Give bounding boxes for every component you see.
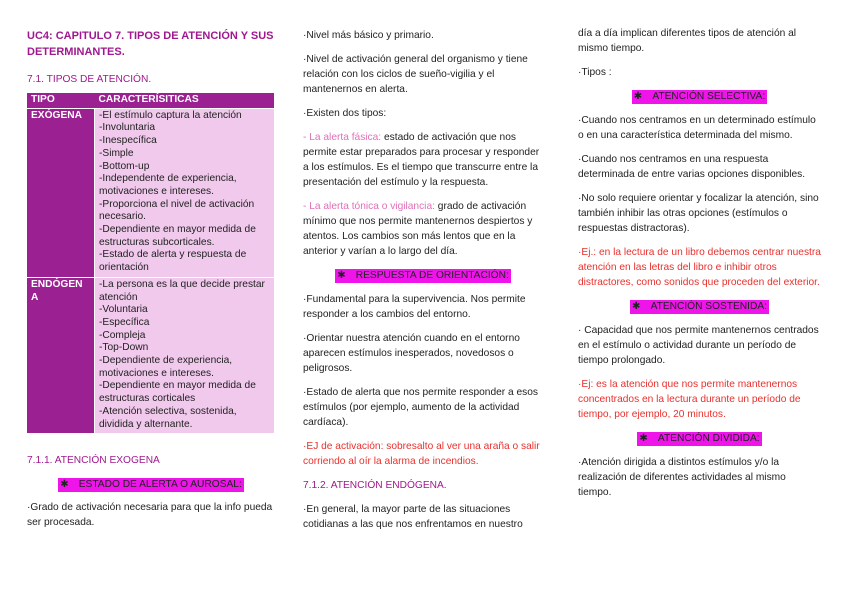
list-item: -Estado de alerta y respuesta de orientación <box>99 249 247 274</box>
highlight-atencion-dividida <box>637 432 761 446</box>
table-row <box>27 277 274 433</box>
asterisk-bullet-icon: ✱ <box>633 91 643 102</box>
attention-types-table <box>27 93 274 433</box>
paragraph: · Capacidad que nos permite mantenernos centrados en el estímulo o actividad durante un período de tiempo prolongado. <box>578 325 819 366</box>
highlight-label: ATENCIÓN SELECTIVA: <box>652 91 766 102</box>
asterisk-bullet-icon: ✱ <box>337 270 346 281</box>
highlight-row <box>578 89 821 104</box>
asterisk-bullet-icon: ✱ <box>632 301 641 312</box>
highlight-row <box>578 299 821 314</box>
list-item: -Proporciona el nivel de activación necesario. <box>99 198 255 223</box>
paragraph: ·Orientar nuestra atención cuando en el entorno aparecen estímulos inesperados, novedosos o peligrosos. <box>303 333 520 374</box>
table-header-tipo: TIPO <box>27 93 95 108</box>
paragraph: ·Nivel de activación general del organismo y tiene relación con los ciclos de sueño-vigilia y el mantenernos en alerta. <box>303 54 528 95</box>
section-heading-7-1-1: 7.1.1. ATENCIÓN EXOGENA <box>27 455 160 467</box>
asterisk-bullet-icon: ✱ <box>60 479 69 491</box>
highlight-label: ESTADO DE ALERTA O AUROSAL: <box>78 479 242 491</box>
list-item: -Específica <box>99 316 150 328</box>
highlight-label: ATENCIÓN SOSTENIDA: <box>650 301 767 312</box>
highlight-respuesta-orientacion <box>335 269 511 283</box>
paragraph: ·Cuando nos centramos en un determinado estímulo o en una característica determinada del mismo. <box>578 115 816 141</box>
list-item: -Simple <box>99 147 134 159</box>
paragraph: ·En general, la mayor parte de las situaciones cotidianas a las que nos enfrentamos en nuestro <box>303 504 523 530</box>
list-item: -Compleja <box>99 329 146 341</box>
page-title: UC4: CAPITULO 7. TIPOS DE ATENCIÓN Y SUS DETERMINANTES. <box>27 30 274 58</box>
list-item: -Voluntaria <box>99 304 148 316</box>
highlight-row <box>303 268 543 283</box>
list-item: -Top-Down <box>99 342 149 354</box>
list-item: -Dependiente en mayor medida de estructuras subcorticales. <box>99 224 256 248</box>
table-header-row <box>27 93 274 108</box>
highlight-row <box>27 477 275 492</box>
example-paragraph: ·EJ de activación: sobresalto al ver una araña o salir corriendo al oír la alarma de incendios. <box>303 441 540 467</box>
paragraph: ·Atención dirigida a distintos estímulos y/o la realización de diferentes actividades al mismo tiempo. <box>578 457 786 498</box>
table-row <box>27 108 274 277</box>
paragraph: ·Grado de activación necesaria para que la info pueda ser procesada. <box>27 502 273 529</box>
paragraph-alerta-fasica <box>303 130 543 190</box>
example-paragraph: ·Ej: es la atención que nos permite mantenernos concentrados en la lectura durante un período de tiempo, por ejemplo, 20 minutos. <box>578 379 801 420</box>
column-3 <box>578 22 821 500</box>
highlight-atencion-sostenida <box>630 300 769 314</box>
table-cell-tipo: ENDÓGEN A <box>27 277 95 433</box>
paragraph: ·Fundamental para la supervivencia. Nos permite responder a los cambios del entorno. <box>303 294 526 320</box>
column-1 <box>27 22 275 530</box>
list-item: -Dependiente de experiencia, motivaciones e intereses. <box>99 355 233 379</box>
list-item: -Inespecífica <box>99 135 157 147</box>
table-cell-caracteristicas <box>95 108 275 277</box>
paragraph: ·Nivel más básico y primario. <box>303 30 434 41</box>
section-heading-7-1-2: 7.1.2. ATENCIÓN ENDÓGENA. <box>303 480 447 491</box>
section-heading-7-1: 7.1. TIPOS DE ATENCIÓN. <box>27 74 152 85</box>
highlight-label: ATENCIÓN DIVIDIDA: <box>657 433 760 444</box>
paragraph: ·Estado de alerta que nos permite responder a esos estímulos (por ejemplo, aumento de la actividad cardíaca). <box>303 387 539 428</box>
highlight-atencion-selectiva <box>632 90 767 104</box>
paragraph-alerta-tonica <box>303 199 543 259</box>
term-text: estado de activación que nos permite estar preparados para procesar y responder a los estímulos. Es el tiempo que transcurre entre la presentación del estímulo y la respuesta. <box>303 132 540 188</box>
paragraph: ·Existen dos tipos: <box>303 108 387 119</box>
table-header-caracteristicas: CARACTERÍSITICAS <box>95 93 275 108</box>
table-cell-caracteristicas <box>95 277 275 433</box>
list-item: -Dependiente en mayor medida de estructuras corticales <box>99 380 256 405</box>
list-item: -Involuntaria <box>99 122 156 134</box>
highlight-estado-alerta <box>58 478 244 492</box>
term-label: - La alerta fásica: <box>303 132 382 143</box>
paragraph: día a día implican diferentes tipos de atención al mismo tiempo. <box>578 28 797 54</box>
list-item: -El estímulo captura la atención <box>99 109 242 121</box>
list-item: -Atención selectiva, sostenida, dividida y alternante. <box>99 405 237 430</box>
highlight-row <box>578 431 821 446</box>
example-paragraph: ·Ej.: en la lectura de un libro debemos centrar nuestra atención en las letras del libro e inhibir otros distractores, como sonidos que proceden del exterior. <box>578 247 821 288</box>
paragraph: ·No solo requiere orientar y focalizar la atención, sino también inhibir las otras opciones (estímulos o respuestas distractoras). <box>578 193 819 234</box>
asterisk-bullet-icon: ✱ <box>639 433 648 444</box>
column-2 <box>303 22 543 532</box>
paragraph: ·Cuando nos centramos en una respuesta determinada de entre varias opciones disponibles. <box>578 154 806 180</box>
list-item: -Bottom-up <box>99 160 150 172</box>
list-item: -Independente de experiencia, motivaciones e intereses. <box>99 173 237 197</box>
term-text: grado de activación mínimo que nos permite mantenernos despiertos y atentos. Los cambios son más lentos que en la anterior y varían a lo largo del día. <box>303 201 533 257</box>
table-cell-tipo: EXÓGENA <box>27 108 95 277</box>
paragraph: ·Tipos : <box>578 67 612 78</box>
highlight-label: RESPUESTA DE ORIENTACIÓN: <box>355 270 509 281</box>
term-label: - La alerta tónica o vigilancia: <box>303 201 435 212</box>
list-item: -La persona es la que decide prestar atención <box>99 278 265 303</box>
